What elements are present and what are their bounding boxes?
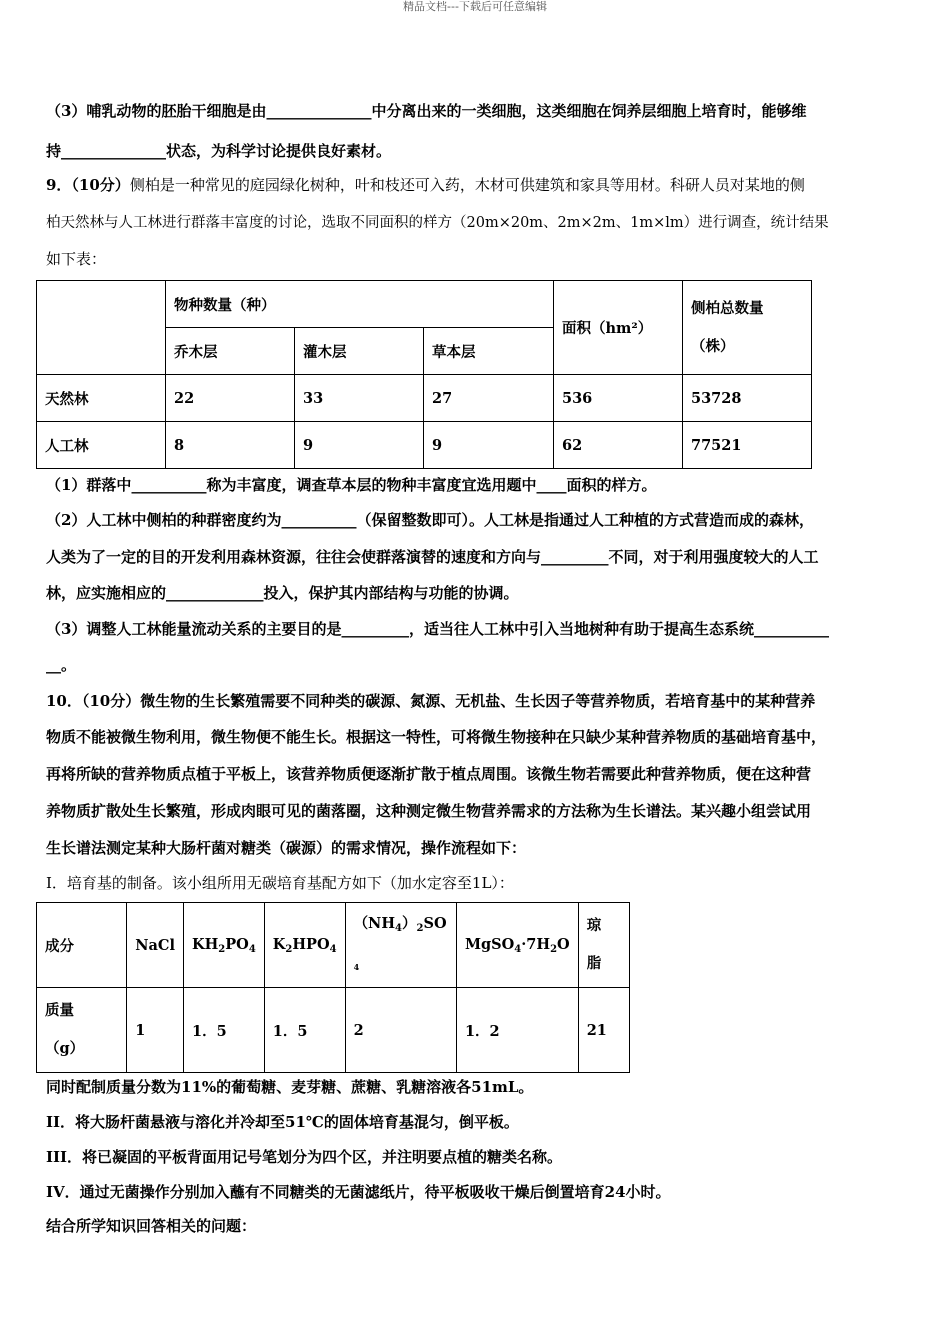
row-label: 人工林	[37, 422, 166, 469]
table-row	[37, 375, 812, 422]
q9-s2-text: 投入，保护其内部结构与功能的协调。	[263, 584, 519, 602]
header-component: 成分	[37, 903, 127, 988]
answer-blank: ______________	[61, 142, 167, 160]
cell-total: 53728	[683, 375, 812, 422]
q8-3-text: 中分离出来的一类细胞，这类细胞在饲养层细胞上培育时，能够维	[371, 102, 807, 120]
answer-blank: __________	[753, 620, 829, 638]
header-k2hpo4: $K_2HPO_4$	[264, 903, 345, 988]
row-label-mass: 质量 （g）	[37, 988, 127, 1073]
q9-line2: 柏天然林与人工林进行群落丰富度的讨论，选取不同面积的样方（20m×20m、2m×2m、1m×lm）进行调查，统计结果	[46, 215, 829, 231]
q10-step2: II．将大肠杆菌悬液与溶化并冷却至51℃的固体培育基混匀，倒平板。	[46, 1113, 519, 1131]
cell-herb: 27	[424, 375, 554, 422]
q9-s3-text: ，适当往人工林中引入当地树种有助于提高生态系统	[408, 620, 754, 638]
header-herb-layer: 草本层	[424, 328, 554, 375]
q9-s3-line2	[46, 654, 76, 675]
cell-kh2po4-mass: 1．5	[183, 988, 264, 1073]
q8-3-text: （3）哺乳动物的胚胎干细胞是由	[46, 102, 267, 120]
cell-area: 536	[554, 375, 683, 422]
q10-step4: IV．通过无菌操作分别加入蘸有不同糖类的无菌滤纸片，待平板吸收干燥后倒置培育24小时。	[46, 1183, 671, 1201]
cell-nacl-mass: 1	[127, 988, 184, 1073]
q8-3-line1	[46, 100, 806, 121]
q9-s2-text: （2）人工林中侧柏的种群密度约为	[46, 511, 282, 529]
forest-survey-table	[36, 280, 812, 469]
q9-s3-text: （3）调整人工林能量流动关系的主要目的是	[46, 620, 342, 638]
answer-blank: __	[46, 656, 61, 674]
q10-line4: 养物质扩散处生长繁殖，形成肉眼可见的菌落圈，这种测定微生物营养需求的方法称为生长谱法。某兴趣小组尝试用	[46, 802, 812, 820]
q9-line3: 如下表：	[46, 250, 107, 268]
q9-s2-line3	[46, 582, 519, 603]
answer-blank: _________	[541, 548, 609, 566]
header-mgso4: $MgSO_4\cdot 7H_2O$	[456, 903, 578, 988]
q8-3-text: 状态，为科学讨论提供良好素材。	[166, 142, 392, 160]
header-agar: 琼 脂	[578, 903, 629, 988]
page-header: 精品文档---下载后可任意编辑	[403, 0, 547, 13]
q10-after-table: 同时配制质量分数为11%的葡萄糖、麦芽糖、蔗糖、乳糖溶液各51mL。	[46, 1078, 534, 1096]
cell-tree: 8	[166, 422, 295, 469]
row-label: 天然林	[37, 375, 166, 422]
cell-shrub: 9	[295, 422, 424, 469]
header-total-line1: 侧柏总数量	[691, 299, 764, 317]
q9-s2-line1	[46, 509, 814, 530]
cell-tree: 22	[166, 375, 295, 422]
q10-line5: 生长谱法测定某种大肠杆菌对糖类（碳源）的需求情况，操作流程如下：	[46, 839, 527, 857]
cell-shrub: 33	[295, 375, 424, 422]
q9-s1-text: （1）群落中	[46, 476, 132, 494]
q9-s1-text: 称为丰富度，调查草本层的物种丰富度宜选用题中	[206, 476, 537, 494]
cell-herb: 9	[424, 422, 554, 469]
q9-s1	[46, 474, 656, 495]
cell-area: 62	[554, 422, 683, 469]
q8-3-line2	[46, 140, 391, 161]
table-row	[37, 988, 630, 1073]
answer-blank: __________	[281, 511, 357, 529]
cell-mgso4-mass: 1．2	[456, 988, 578, 1073]
header-total-line2: （株）	[691, 337, 735, 355]
q9-s1-text: 面积的样方。	[566, 476, 657, 494]
header-total-count	[683, 281, 812, 375]
answer-blank: ____	[536, 476, 567, 494]
q9-text: 侧柏是一种常见的庭园绿化树种，叶和枝还可入药，木材可供建筑和家具等用材。科研人员对某地的侧	[129, 176, 805, 194]
answer-blank: __________	[131, 476, 207, 494]
header-kh2po4: $KH_2PO_4$	[183, 903, 264, 988]
cell-ammonium-sulfate-mass: 2	[345, 988, 456, 1073]
q10-final: 结合所学知识回答相关的问题：	[46, 1217, 257, 1235]
table-corner-cell	[37, 281, 166, 375]
header-tree-layer: 乔木层	[166, 328, 295, 375]
header-species-count: 物种数量（种）	[166, 281, 554, 328]
q9-s2-text: 人类为了一定的目的开发利用森林资源，往往会使群落演替的速度和方向与	[46, 548, 542, 566]
header-area: 面积（hm²）	[554, 281, 683, 375]
q9-s2-text: 不同，对于利用强度较大的人工	[608, 548, 819, 566]
table-row	[37, 422, 812, 469]
q10-line1: 10．（10分）微生物的生长繁殖需要不同种类的碳源、氮源、无机盐、生长因子等营养物质，若培育基中的某种营养	[46, 692, 816, 710]
q10-line2: 物质不能被微生物利用，微生物便不能生长。根据这一特性，可将微生物接种在只缺少某种营养物质的基础培育基中，	[46, 728, 827, 746]
header-nacl: NaCl	[127, 903, 184, 988]
cell-k2hpo4-mass: 1．5	[264, 988, 345, 1073]
answer-blank: _____________	[166, 584, 264, 602]
cell-agar-mass: 21	[578, 988, 629, 1073]
q9-s3-line1	[46, 618, 829, 639]
answer-blank: ______________	[266, 102, 372, 120]
q9-s2-text: 林，应实施相应的	[46, 584, 167, 602]
header-shrub-layer: 灌木层	[295, 328, 424, 375]
q9-s2-text: （保留整数即可）。人工林是指通过人工种植的方式营造而成的森林，	[356, 511, 814, 529]
q9-s2-line2	[46, 546, 819, 567]
answer-blank: _________	[341, 620, 409, 638]
cell-total: 77521	[683, 422, 812, 469]
q9-s3-text: 。	[61, 656, 77, 674]
q10-step1: I．培育基的制备。该小组所用无碳培育基配方如下（加水定容至1L）：	[46, 874, 514, 892]
medium-formula-table	[36, 902, 630, 1073]
q10-line3: 再将所缺的营养物质点植于平板上，该营养物质便逐渐扩散于植点周围。该微生物若需要此种营养物质，便在这种营	[46, 765, 812, 783]
q10-step3: III．将已凝固的平板背面用记号笔划分为四个区，并注明要点植的糖类名称。	[46, 1148, 563, 1166]
header-ammonium-sulfate: $(NH_4)_2SO$ 4	[345, 903, 456, 988]
question-number: 9．（10分）	[46, 176, 130, 194]
q9-line1	[46, 174, 805, 195]
q8-3-text: 持	[46, 142, 62, 160]
